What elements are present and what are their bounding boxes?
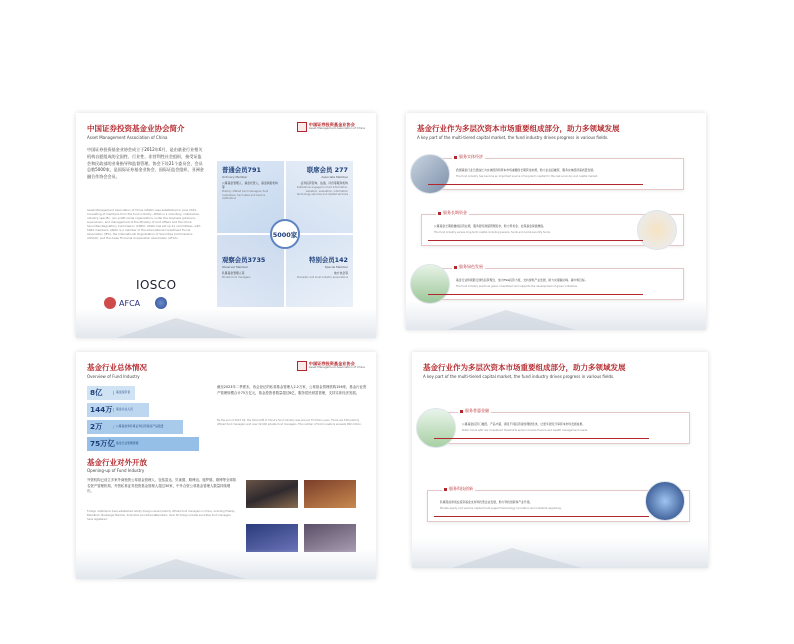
member-card-associate: [286, 161, 353, 233]
member-desc: 地方协会等: [334, 271, 348, 275]
industry-scale-steps: [87, 386, 199, 454]
slide-subtitle: A key part of the multi-tiered capital market, the fund industry drives progress in various fields.: [423, 374, 615, 379]
afca-icon: [104, 297, 116, 309]
member-title: 普通会员791: [222, 166, 261, 174]
logo-cn: 中国证券投资基金业协会: [308, 122, 355, 128]
member-desc-en: Domestic and local industry associations: [296, 276, 348, 280]
panel-label: 服务实体经济: [452, 154, 485, 160]
opening-up-subtitle: Opening-up of Fund Industry: [87, 468, 145, 473]
scale-number: 144万: [90, 405, 113, 414]
logo-en: Asset Management Association of China: [308, 365, 365, 370]
mountain-decoration: [406, 300, 706, 330]
slide-title: 基金行业总体情况: [87, 363, 147, 372]
mountain-decoration: [412, 538, 708, 568]
scale-aum: [87, 437, 199, 451]
scale-label: 基金从业人员: [113, 408, 133, 412]
logo-cn: 中国证券投资基金业协会: [308, 361, 355, 367]
slide-subtitle: Overview of Fund Industry: [87, 374, 140, 379]
logo-en: Asset Management Association of China: [308, 126, 365, 131]
panel-text-en: The fund industry practices green investment and supports the development of green industries.: [456, 285, 578, 288]
amac-logo: [297, 122, 365, 132]
factory-image: [410, 154, 450, 194]
member-desc-en: Private fund managers: [222, 276, 251, 280]
member-card-observer: [217, 235, 284, 307]
slide-association-intro: [76, 113, 376, 338]
panel-tech-innovation: [427, 486, 690, 522]
member-desc-en: Institutions engaged in fund information, valuation, evaluation, information technology services and related services: [296, 186, 348, 197]
panel-text: 我国基金行业已经成长为实体经济和资本市场重要的长期资金来源，助力企业投融资，服务实体经济高质量发展。: [456, 168, 596, 172]
panel-real-economy: [421, 154, 684, 190]
panel-text-en: Private equity and venture capital funds support technology innovation and industrial upgrading.: [440, 507, 562, 510]
slide-title: 中国证券投资基金业协会简介: [87, 124, 185, 133]
member-en: Associate Member: [321, 175, 348, 179]
green-city-image: [416, 408, 456, 448]
panel-inclusive-finance: [427, 408, 690, 444]
seal-icon: [297, 122, 307, 132]
slide-subtitle: A key part of the multi-tiered capital market, the fund industry drives progress in various fields.: [417, 135, 609, 140]
member-desc: 证券投资咨询、估值、评价等服务机构: [300, 181, 348, 185]
panel-text-en: Public funds with low investment thresholds serve inclusive finance and wealth management needs.: [462, 429, 588, 432]
hourglass-image: [637, 210, 677, 250]
amac-logo: [297, 361, 365, 371]
member-grid: [217, 161, 353, 307]
iosco-logo: IOSCO: [136, 278, 177, 292]
panel-text: 私募股权和创业投资基金支持科技型企业发展，助力科技创新和产业升级。: [440, 500, 533, 504]
event-photo-4: [304, 524, 356, 552]
member-en: Observer Member: [222, 265, 249, 269]
intro-text-cn: 中国证券投资基金业协会成立于2012年6月，是由基金行业相关机构自愿组成的全国性、行业性、非营利性社会组织，接受证监会和民政部的业务指导和监督管理。协会下设21个委员会，会员总数5000家，是国际证券基金业协会、国际证监会组织、亚洲金融合作协会会员。: [87, 147, 204, 179]
panel-long-term-capital: [421, 210, 684, 246]
panel-label: 服务长期资金: [436, 210, 469, 216]
slide-industry-overview: [76, 352, 376, 579]
member-title: 观察会员3735: [222, 256, 266, 264]
org-logos: [95, 276, 185, 324]
overview-text-en: By the end of 2023 Q2, the total AUM of China's fund industry was around 75 trillion yuan. There are 156 publicly offered fund managers and over 22,000 private fund managers. The number of fund investors exceeds 800 million.: [217, 419, 362, 426]
scale-label: 基金行业管理规模: [113, 442, 138, 446]
member-title: 特别会员142: [309, 256, 348, 264]
overview-text-cn: 截至2023年二季度末，协会登记的私募基金管理人2.2万家，公募基金管理机构156家，基金行业资产管理规模合计75万亿元，基金投资者数量超过8亿，服务居民财富管理，支持实体经济发展。: [217, 385, 367, 395]
scale-investors: [87, 386, 135, 400]
member-desc-en: Publicly offered fund managers, fund custodians, fund sales and service institutions: [222, 190, 269, 201]
opening-up-title: 基金行业对外开放: [87, 458, 147, 467]
member-desc: 公募基金管理人、基金托管人、基金销售机构等: [222, 181, 278, 190]
panel-text-en: The fund industry has become an important source of long-term capital for the real economy and capital market.: [456, 175, 598, 178]
slide-subtitle: Asset Management Association of China: [87, 135, 168, 140]
panel-label: 服务普惠金融: [458, 408, 491, 414]
member-en: Ordinary Member: [222, 175, 248, 179]
panel-label: 服务科技创新: [442, 486, 475, 492]
afca-logo: AFCA: [119, 299, 141, 308]
wind-turbine-image: [410, 264, 450, 304]
scale-number: 2万: [90, 422, 103, 431]
member-total: 5000家: [270, 219, 300, 249]
scale-label: 基金投资者: [113, 391, 130, 395]
event-photo-2: [304, 480, 356, 508]
slide-fields-2: [412, 352, 708, 568]
panel-text: 基金行业积极践行绿色投资理念，加大ESG投资力度，支持绿色产业发展，助力实现碳达峰、碳中和目标。: [456, 278, 588, 282]
member-en: Special Member: [324, 265, 348, 269]
tech-hand-image: [645, 481, 685, 521]
slide-title: 基金行业作为多层次资本市场重要组成部分，助力多领域发展: [417, 124, 620, 133]
scale-practitioners: [87, 403, 149, 417]
scale-number: 75万亿: [90, 439, 115, 448]
event-photo-3: [246, 524, 298, 552]
panel-text-en: The fund industry serves long-term capital including pension funds and social security funds.: [434, 231, 551, 234]
opening-up-text-en: Foreign institutions have established wholly foreign-owned publicly offered fund managers in China, including Fidelity, BlackRock, Neuberger Berman, Schroders and AllianceBernstein. Over 30 foreign private securities fund managers have registered.: [87, 510, 236, 521]
event-photo-1: [246, 480, 298, 508]
member-title: 联席会员 277: [306, 166, 348, 174]
mountain-decoration: [76, 549, 376, 579]
panel-label: 服务绿色发展: [452, 264, 485, 270]
opening-up-text-cn: 外资机构已设立多家外商独资公募基金管理人，包括富达、贝莱德、路博迈、施罗德、联博等全球知名资产管理机构，外资私募证券投资基金管理人超过30家，中外合资公募基金管理人数量持续增长。: [87, 478, 237, 494]
member-card-special: [286, 235, 353, 307]
scale-products: [87, 420, 183, 434]
scale-number: 8亿: [90, 388, 103, 397]
slide-fields-1: [406, 113, 706, 330]
globe-icon: [155, 297, 167, 309]
panel-text: 公募基金投资门槛低、产品丰富，满足不同投资者的理财需求，让更多居民分享资本市场发展成果。: [462, 422, 586, 426]
seal-icon: [297, 361, 307, 371]
member-desc: 私募基金管理人等: [222, 271, 245, 275]
scale-label: 公募基金和私募证券投资基金产品数量: [113, 425, 164, 429]
intro-text-en: Asset Management Association of China (AMAC) was established in June 2012. Consisting of members from the fund industry, AMAC is a voluntary, nationwide, industry specific, non-profit social organization, under the business guidance, supervision, and management of the Ministry of Civil Affairs and the China Securities Regulatory Commission (CSRC). AMAC has set up 21 committees, with 5000 members. AMAC is a member of the International Investment Funds Association (IIFA), the International Organization of Securities Commissions (IOSCO), and the Asian Financial Cooperation Association (AFCA).: [87, 208, 201, 241]
panel-text: 公募基金长期稳健的投资业绩，服务居民财富管理需求，助力养老金、社保基金保值增值。: [434, 224, 546, 228]
slide-title: 基金行业作为多层次资本市场重要组成部分，助力多领域发展: [423, 363, 626, 372]
panel-green-development: [421, 264, 684, 300]
